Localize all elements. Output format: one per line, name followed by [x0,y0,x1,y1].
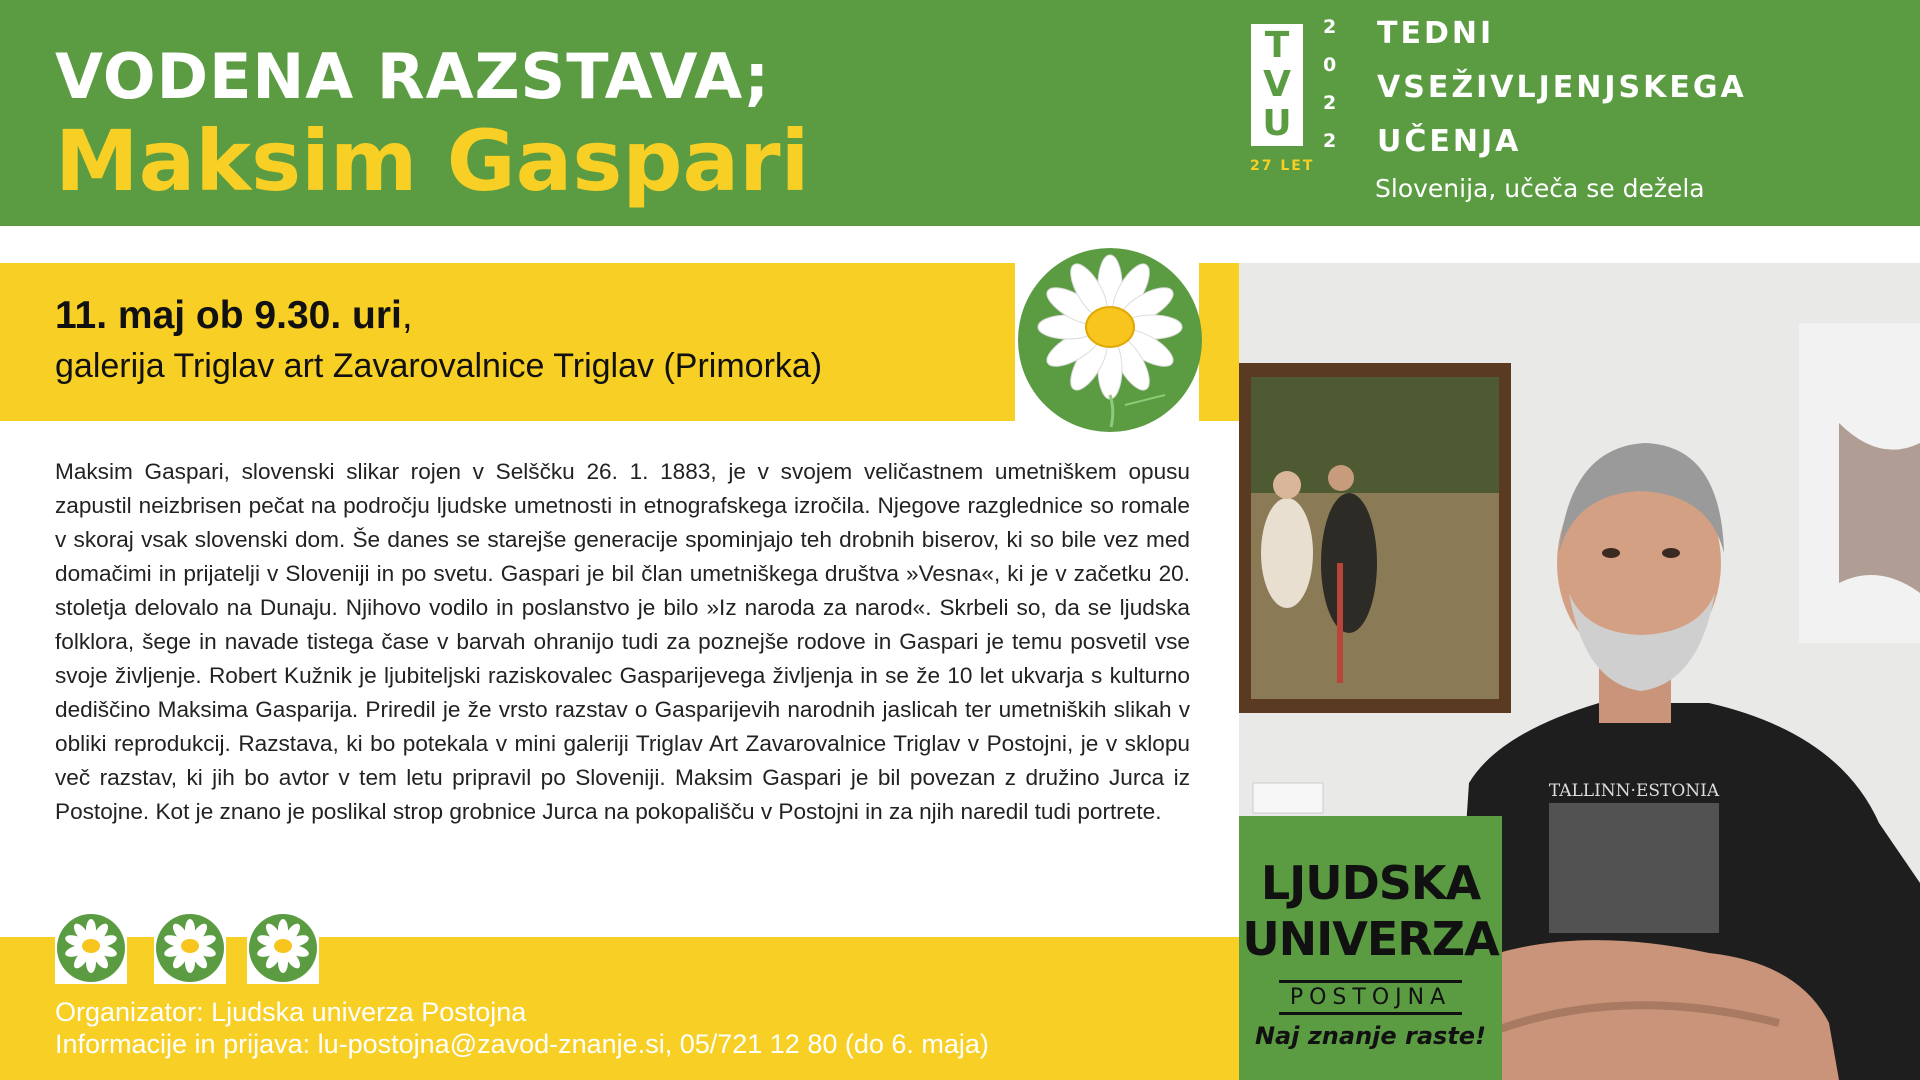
tvu-line-1: TEDNI [1377,16,1495,51]
daisy-icon [154,912,226,984]
tvu-letter-t: T [1264,25,1290,66]
event-date-suffix: , [401,294,413,337]
tvu-year-digit: 2 [1323,92,1337,114]
contact-info: Informacije in prijava: lu-postojna@zavod-znanje.si, 05/721 12 80 (do 6. maja) [55,1029,989,1059]
lu-logo-city: POSTOJNA [1279,980,1462,1015]
tvu-letter-u: U [1262,103,1292,144]
lu-logo-line2: UNIVERZA [1242,912,1499,966]
event-venue: galerija Triglav art Zavarovalnice Triglav (Primorka) [55,347,823,385]
event-date [55,294,413,338]
page-title-line2: Maksim Gaspari [55,112,810,210]
tvu-logo-box [1251,24,1303,146]
event-date-text: 11. maj ob 9.30. uri [55,294,402,337]
tvu-tagline: Slovenija, učeča se dežela [1375,174,1705,203]
tvu-line-2: VSEŽIVLJENJSKEGA [1377,70,1747,105]
description-text: Maksim Gaspari, slovenski slikar rojen v Selščku 26. 1. 1883, je v svojem veličastnem umetniškem opusu zapustil neizbrisen pečat na področju ljudske umetnosti in etnografskega izročila. Njegove razglednice so romale v skoraj vsak slovenski dom. Še danes se starejše generacije spominjajo teh drobnih biserov, ki so bile vez med domačimi in prijatelji v Sloveniji in po svetu. Gaspari je bil član umetniškega društva »Vesna«, ki je v začetku 20. stoletja delovalo na Dunaju. Njihovo vodilo in poslanstvo je bilo »Iz naroda za narod«. Skrbeli so, da se ljudska folklora, šege in navade tistega čase v barvah ohranijo tudi za poznejše rodove in Gaspari je temu posvetil vse svoje življenje. Robert Kužnik je ljubiteljski raziskovalec Gasparijevega življenja in se že 10 let ukvarja s kulturno dediščino Maksima Gasparija. Priredil je že vrsto razstav o Gasparijevih narodnih jaslicah ter umetniških slikah v obliki reprodukcij. Razstava, ki bo potekala v mini galeriji Triglav Art Zavarovalnice Triglav v Postojni, je v sklopu več razstav, ki jih bo avtor v tem letu pripravil po Sloveniji. Maksim Gaspari je bil povezan z družino Jurca iz Postojne. Kot je znano je poslikal strop grobnice Jurca na pokopališču v Postojni in za njih naredil tudi portrete. [55,459,1190,824]
tvu-years-label: 27 LET [1250,158,1315,174]
shirt-text: TALLINN·ESTONIA [1548,781,1720,801]
event-band [0,263,1015,421]
lu-logo-slogan: Naj znanje raste! [1254,1022,1487,1050]
tvu-year-digit: 2 [1323,130,1337,152]
lu-logo [1239,816,1502,1080]
lu-logo-line1: LJUDSKA [1260,856,1481,910]
daisy-icon [1015,245,1205,435]
daisy-icon [55,912,127,984]
organizer-text: Organizator: Ljudska univerza Postojna [55,997,527,1027]
tvu-year-digit: 0 [1323,54,1337,76]
tvu-letter-v: V [1263,64,1291,105]
tvu-line-3: UČENJA [1377,124,1522,159]
tvu-year-digit: 2 [1323,16,1337,38]
daisy-icon [247,912,319,984]
event-band-right [1199,263,1239,421]
page-title-line1: VODENA RAZSTAVA; [55,40,771,113]
